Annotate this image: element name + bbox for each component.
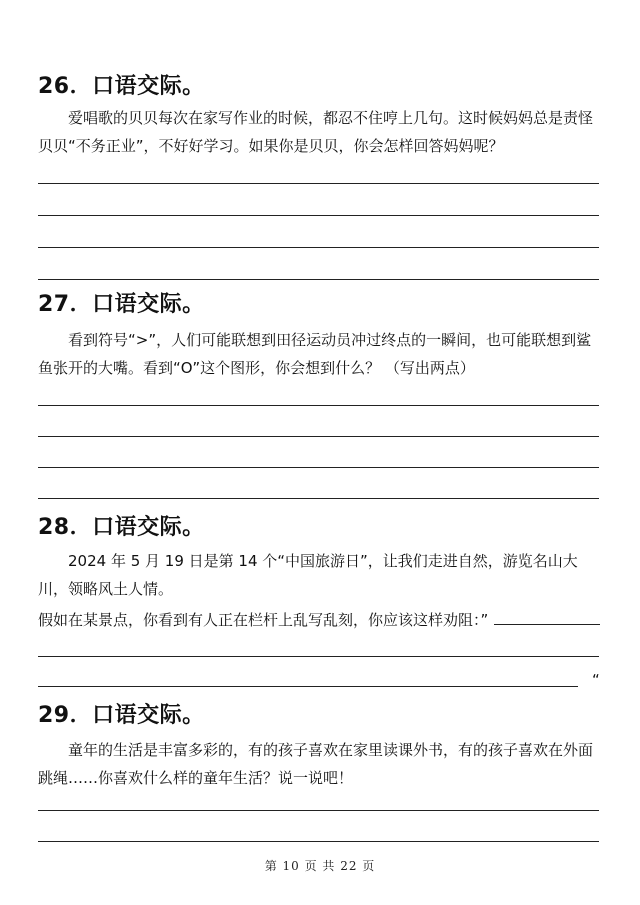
answer-line[interactable]	[38, 215, 599, 216]
answer-line[interactable]	[38, 183, 599, 184]
page-number-footer: 第 10 页 共 22 页	[264, 859, 376, 873]
question-29-prompt: 童年的生活是丰富多彩的，有的孩子喜欢在家里读课外书，有的孩子喜欢在外面跳绳……你喜欢什么样的童年生活？说一说吧！	[38, 741, 594, 787]
answer-line[interactable]	[38, 498, 599, 499]
closing-quote-mark: “	[592, 671, 600, 689]
answer-line[interactable]	[38, 436, 599, 437]
question-28-title: 28．口语交际。	[38, 515, 205, 540]
question-27-title: 27．口语交际。	[38, 292, 205, 317]
answer-line[interactable]	[38, 405, 599, 406]
answer-line[interactable]	[38, 279, 599, 280]
question-28-context: 2024 年 5 月 19 日是第 14 个“中国旅游日”，让我们走进自然，游览名山大川，领略风土人情。	[38, 552, 578, 598]
answer-line[interactable]	[38, 841, 599, 842]
question-26-title: 26．口语交际。	[38, 74, 205, 99]
answer-line[interactable]	[38, 686, 578, 687]
question-28-prompt: 假如在某景点，你看到有人正在栏杆上乱写乱刻，你应该这样劝阻：”	[38, 611, 489, 629]
answer-line[interactable]	[38, 656, 599, 657]
question-26-prompt: 爱唱歌的贝贝每次在家写作业的时候，都忍不住哼上几句。这时候妈妈总是责怪贝贝“不务正业”，不好好学习。如果你是贝贝，你会怎样回答妈妈呢？	[38, 109, 594, 155]
question-29-title: 29．口语交际。	[38, 703, 205, 728]
answer-line[interactable]	[38, 467, 599, 468]
answer-line[interactable]	[38, 810, 599, 811]
question-27-prompt: 看到符号“>”，人们可能联想到田径运动员冲过终点的一瞬间，也可能联想到鲨鱼张开的大嘴。看到“O”这个图形，你会想到什么？ （写出两点）	[38, 331, 592, 377]
answer-line[interactable]	[494, 624, 600, 625]
answer-line[interactable]	[38, 247, 599, 248]
